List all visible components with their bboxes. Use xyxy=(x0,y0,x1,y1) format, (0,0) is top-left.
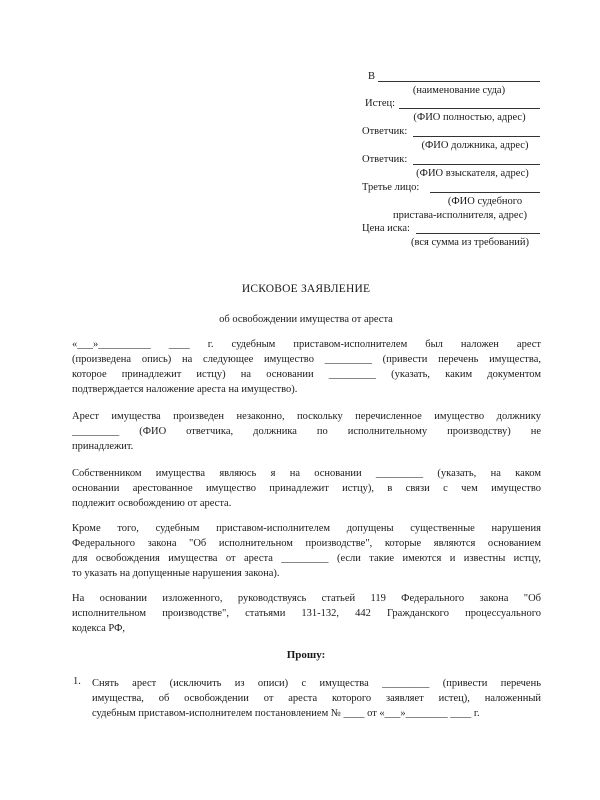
third-party-caption-2: пристава-исполнителя, адрес) xyxy=(393,210,527,221)
defendant1-caption: (ФИО должника, адрес) xyxy=(421,140,529,151)
paragraph-line: Федерального закона "Об исполнительном производстве", которые являются основанием xyxy=(72,538,541,549)
defendant1-line xyxy=(413,136,540,137)
paragraph-line: основании арестованное имущество принадлежит истцу), в связи с чем имущество xyxy=(72,483,541,494)
paragraph-line: исполнительном производстве", статьями 131-132, 442 Гражданского процессуального xyxy=(72,608,541,619)
paragraph-line: подлежит освобождению от ареста. xyxy=(72,498,232,509)
paragraph-5 xyxy=(72,591,541,636)
paragraph-line: (произведена опись) на следующее имущество _________ (привести перечень имущества, xyxy=(72,354,541,365)
paragraph-line: «___»__________ ____ г. судебным приставом-исполнителем был наложен арест xyxy=(72,339,541,350)
defendant2-caption: (ФИО взыскателя, адрес) xyxy=(416,168,529,179)
third-party-label: Третье лицо: xyxy=(362,182,420,193)
court-caption: (наименование суда) xyxy=(412,85,506,96)
paragraph-line: _________ (ФИО ответчика, должника по исполнительному производству) не xyxy=(72,426,541,437)
paragraph-4 xyxy=(72,521,541,581)
paragraph-line: принадлежит. xyxy=(72,441,134,452)
claim-value-line xyxy=(416,233,540,234)
claim-value-caption: (вся сумма из требований) xyxy=(410,237,530,248)
paragraph-line: для освобождения имущества от ареста _________ (если такие имеются и известны истцу, xyxy=(72,553,541,564)
request-item-line: Снять арест (исключить из описи) с имущества _________ (привести перечень xyxy=(92,678,541,689)
plaintiff-caption: (ФИО полностью, адрес) xyxy=(413,112,526,123)
defendant2-label: Ответчик: xyxy=(362,154,408,165)
plaintiff-line xyxy=(399,108,540,109)
request-heading: Прошу: xyxy=(286,649,326,661)
third-party-line xyxy=(430,192,540,193)
paragraph-line: Арест имущества произведен незаконно, поскольку перечисленное имущество должнику xyxy=(72,411,541,422)
request-item-number: 1. xyxy=(73,676,81,687)
paragraph-line: Собственником имущества являюсь я на основании _________ (указать, на каком xyxy=(72,468,541,479)
paragraph-line: подтверждается наложение ареста на имущество). xyxy=(72,384,298,395)
paragraph-line: то указать на допущенные нарушения закона). xyxy=(72,568,280,579)
paragraph-line: Кроме того, судебным приставом-исполнителем допущены существенные нарушения xyxy=(72,523,541,534)
request-item-1 xyxy=(92,676,541,721)
defendant2-line xyxy=(413,164,540,165)
paragraph-1 xyxy=(72,337,541,397)
document-subtitle: об освобождении имущества от ареста xyxy=(219,314,393,325)
plaintiff-label: Истец: xyxy=(365,98,396,109)
claim-value-label: Цена иска: xyxy=(362,223,410,234)
paragraph-line: которое принадлежит истцу) на основании _________ (указать, каким документом xyxy=(72,369,541,380)
request-item-line: судебным приставом-исполнителем постановлением № ____ от «___»________ ____ г. xyxy=(92,708,480,719)
request-item-line: имущества, об освобождении от ареста которого заявляет истец), наложенный xyxy=(92,693,541,704)
third-party-caption-1: (ФИО судебного xyxy=(447,196,523,207)
paragraph-2 xyxy=(72,409,541,454)
court-line xyxy=(378,81,540,82)
paragraph-line: На основании изложенного, руководствуясь статьей 119 Федерального закона "Об xyxy=(72,593,541,604)
document-title: ИСКОВОЕ ЗАЯВЛЕНИЕ xyxy=(241,283,371,295)
paragraph-line: кодекса РФ, xyxy=(72,623,126,634)
defendant1-label: Ответчик: xyxy=(362,126,408,137)
to-label: В xyxy=(368,71,376,82)
paragraph-3 xyxy=(72,466,541,511)
